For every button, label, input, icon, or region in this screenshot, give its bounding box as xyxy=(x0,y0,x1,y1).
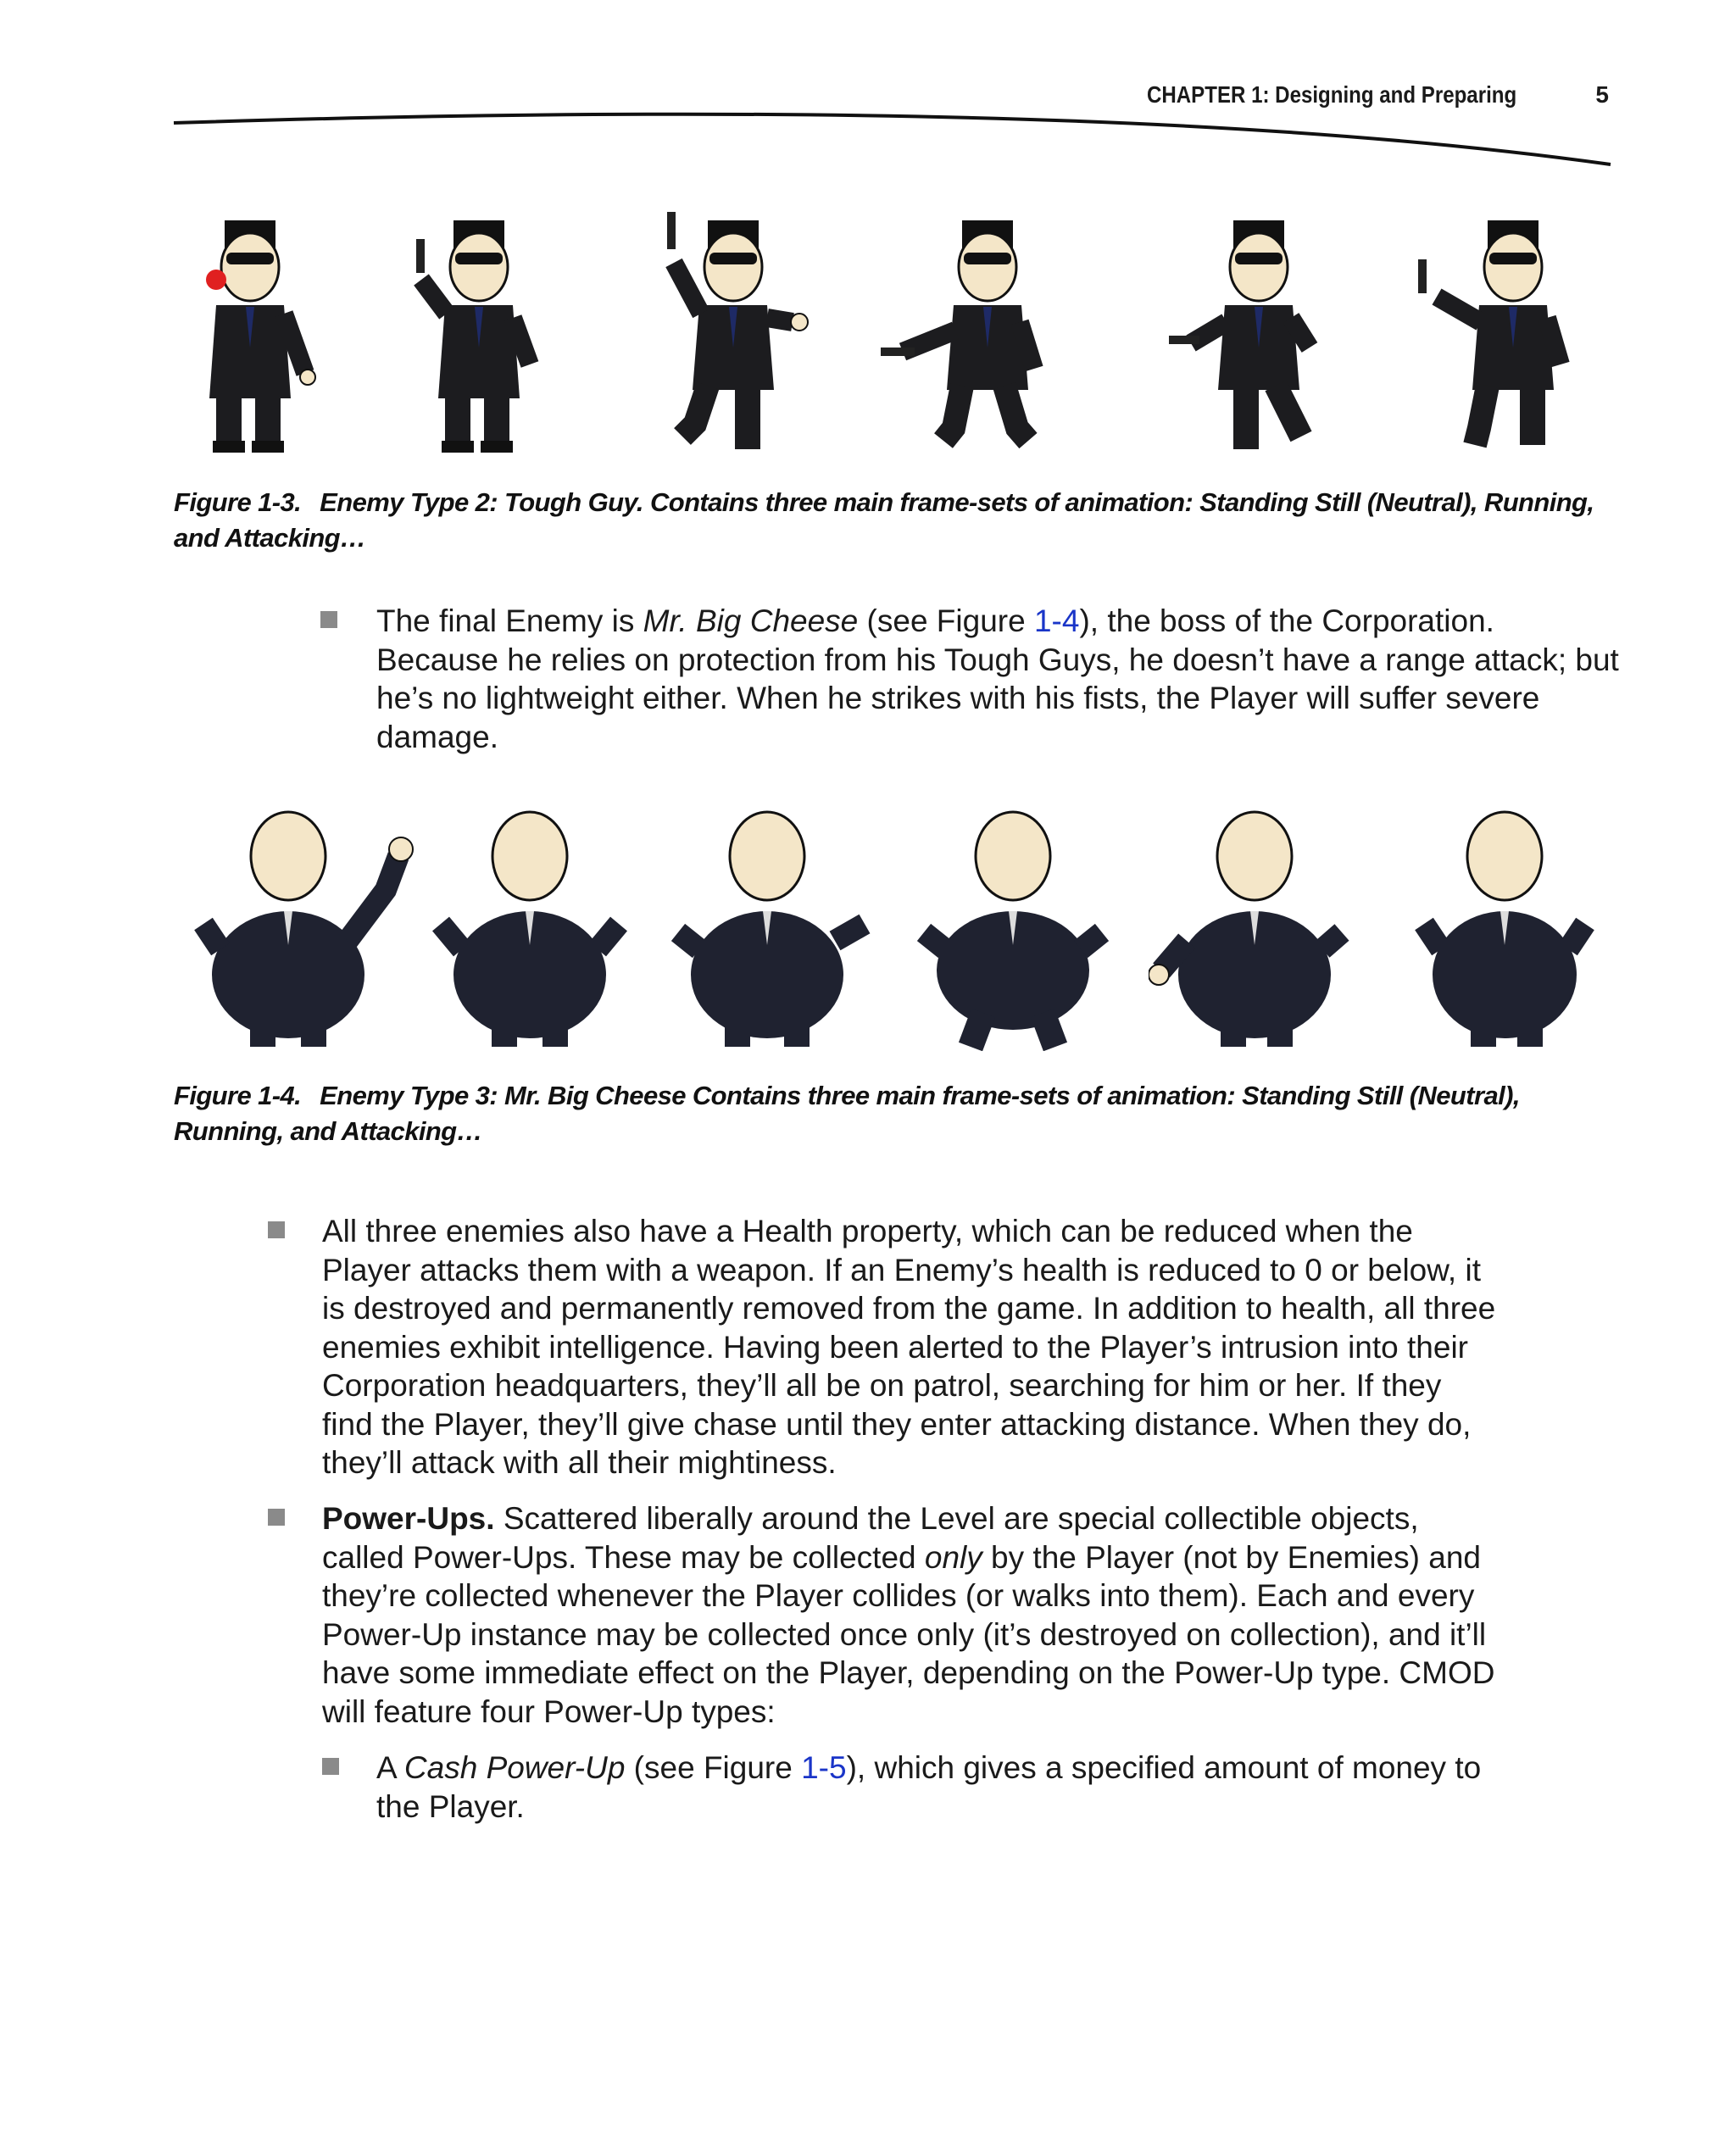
figure-1-4-label: Figure 1-4. xyxy=(174,1081,302,1110)
big-cheese-frame-4 xyxy=(911,805,1115,1051)
tough-guy-frame-2 xyxy=(403,203,555,458)
square-bullet-icon xyxy=(268,1509,285,1526)
big-cheese-frame-6 xyxy=(1403,805,1606,1051)
figure-1-3-caption-text: Enemy Type 2: Tough Guy. Contains three main frame-sets of animation: Standing Still (Neutral), Running, and Attacking… xyxy=(174,487,1594,553)
header-rule xyxy=(0,102,1736,178)
text-run: ), which gives a specified amount of money to the Player. xyxy=(376,1750,1482,1824)
text-run: ), the boss of the Corporation. Because he relies on protection from his Tough Guys, he doesn’t have a range attack; but he’s no lightweight either. When he strikes with his fists, the Player will suffer severe damage. xyxy=(376,603,1619,754)
emphasis-text: Mr. Big Cheese xyxy=(643,603,859,638)
figure-1-3-label: Figure 1-3. xyxy=(174,487,302,517)
figure-1-4-caption-text: Enemy Type 3: Mr. Big Cheese Contains three main frame-sets of animation: Standing Still (Neutral), Running, and Attacking… xyxy=(174,1081,1520,1146)
figure-1-4-image xyxy=(174,805,1615,1051)
list-item-text xyxy=(376,602,1622,756)
emphasis-text: only xyxy=(924,1539,982,1575)
chapter-title: CHAPTER 1: Designing and Preparing xyxy=(1146,81,1516,108)
text-run: Scattered liberally around the Level are special collectible objects, called Power-Ups. These may be collected xyxy=(322,1501,1419,1575)
figure-1-4-link[interactable]: 1-4 xyxy=(1033,603,1080,638)
square-bullet-icon xyxy=(320,611,337,628)
tough-guy-frame-1 xyxy=(191,203,343,458)
tough-guy-frame-6 xyxy=(1394,203,1581,458)
text-run: by the Player (not by Enemies) and they’re collected whenever the Player collides (or walks into them). Each and every Power-Up instance may be collected once only (it’s destroyed on collection), and it’ll have some immediate effect on the Player, depending on the Power-Up type. CMOD will feature four Power-Up types: xyxy=(322,1539,1495,1729)
list-item-text xyxy=(322,1499,1500,1731)
square-bullet-icon xyxy=(322,1758,339,1775)
text-run: The final Enemy is xyxy=(376,603,643,638)
big-cheese-frame-2 xyxy=(428,805,632,1051)
tough-guy-frame-4 xyxy=(877,203,1064,458)
figure-1-3-image xyxy=(174,203,1615,458)
figure-1-5-link[interactable]: 1-5 xyxy=(801,1750,847,1785)
tough-guy-frame-3 xyxy=(648,203,818,458)
figure-1-3-caption xyxy=(174,485,1598,556)
tough-guy-frame-5 xyxy=(1157,203,1327,458)
page-number: 5 xyxy=(1595,81,1609,108)
emphasis-text: Cash Power-Up xyxy=(403,1750,626,1785)
text-run: (see Figure xyxy=(625,1750,802,1785)
power-ups-heading: Power-Ups. xyxy=(322,1501,495,1536)
list-item-text xyxy=(376,1749,1504,1826)
big-cheese-frame-3 xyxy=(665,805,886,1051)
text-run: A xyxy=(376,1750,404,1785)
big-cheese-frame-1 xyxy=(191,805,420,1051)
text-run: (see Figure xyxy=(858,603,1034,638)
list-item-text: All three enemies also have a Health property, which can be reduced when the Player attacks them with a weapon. If an Enemy’s health is reduced to 0 or below, it is destroyed and permanently removed from the game. In addition to health, all three enemies exhibit intelligence. Having been alerted to the Player’s intrusion into their Corporation headquarters, they’ll all be on patrol, searching for him or her. If they find the Player, they’ll give chase until they enter attacking distance. When they do, they’ll attack with all their mightiness. xyxy=(322,1214,1496,1480)
figure-1-4-caption xyxy=(174,1078,1598,1149)
square-bullet-icon xyxy=(268,1221,285,1238)
big-cheese-frame-5 xyxy=(1149,805,1352,1051)
